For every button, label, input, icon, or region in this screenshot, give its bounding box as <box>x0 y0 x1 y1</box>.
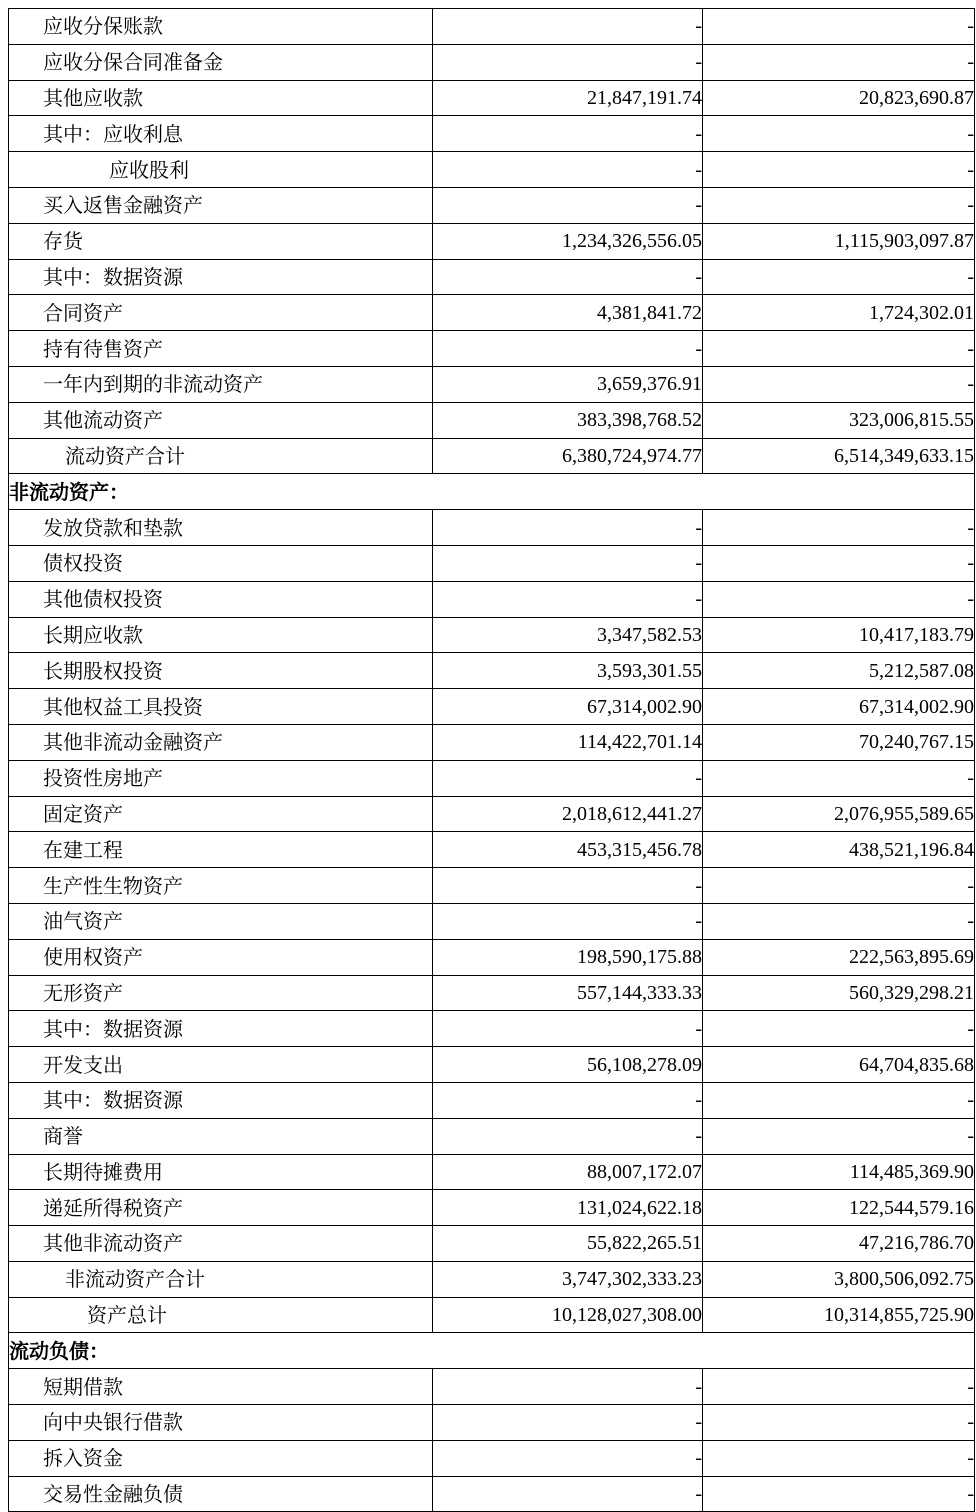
table-row <box>9 1011 975 1047</box>
row-label: 存货 <box>9 223 433 259</box>
current-period-value: 1,234,326,556.05 <box>433 223 703 259</box>
previous-period-value: - <box>703 1476 975 1512</box>
current-period-value: - <box>433 187 703 223</box>
row-label: 无形资产 <box>9 975 433 1011</box>
row-label: 其他非流动资产 <box>9 1226 433 1262</box>
previous-period-value: - <box>703 44 975 80</box>
previous-period-value: - <box>703 868 975 904</box>
current-period-value: 114,422,701.14 <box>433 724 703 760</box>
balance-sheet-table <box>8 8 975 1512</box>
previous-period-value: 122,544,579.16 <box>703 1190 975 1226</box>
current-period-value: 3,747,302,333.23 <box>433 1261 703 1297</box>
table-row <box>9 617 975 653</box>
previous-period-value: - <box>703 1118 975 1154</box>
table-row <box>9 1405 975 1441</box>
current-period-value: - <box>433 331 703 367</box>
table-row <box>9 510 975 546</box>
previous-period-value: - <box>703 903 975 939</box>
table-row <box>9 187 975 223</box>
table-row <box>9 223 975 259</box>
row-label: 长期待摊费用 <box>9 1154 433 1190</box>
current-period-value: - <box>433 1476 703 1512</box>
row-label: 生产性生物资产 <box>9 868 433 904</box>
table-row <box>9 259 975 295</box>
previous-period-value: - <box>703 1369 975 1405</box>
table-row <box>9 975 975 1011</box>
previous-period-value: - <box>703 331 975 367</box>
row-label: 合同资产 <box>9 295 433 331</box>
row-label: 其他应收款 <box>9 80 433 116</box>
row-label: 交易性金融负债 <box>9 1476 433 1512</box>
table-row <box>9 689 975 725</box>
current-period-value: - <box>433 9 703 45</box>
table-row <box>9 366 975 402</box>
row-label: 买入返售金融资产 <box>9 187 433 223</box>
table-row <box>9 832 975 868</box>
previous-period-value: - <box>703 152 975 188</box>
row-label: 递延所得税资产 <box>9 1190 433 1226</box>
table-row <box>9 581 975 617</box>
table-row <box>9 724 975 760</box>
current-period-value: - <box>433 1011 703 1047</box>
table-row <box>9 868 975 904</box>
current-period-value: - <box>433 152 703 188</box>
previous-period-value: 6,514,349,633.15 <box>703 438 975 474</box>
current-period-value: - <box>433 1369 703 1405</box>
row-label: 开发支出 <box>9 1047 433 1083</box>
previous-period-value: - <box>703 187 975 223</box>
current-period-value: - <box>433 545 703 581</box>
row-label: 债权投资 <box>9 545 433 581</box>
table-row <box>9 1226 975 1262</box>
row-label: 使用权资产 <box>9 939 433 975</box>
current-period-value: - <box>433 259 703 295</box>
row-label: 其中：数据资源 <box>9 259 433 295</box>
previous-period-value: - <box>703 545 975 581</box>
current-period-value: 4,381,841.72 <box>433 295 703 331</box>
previous-period-value: - <box>703 1082 975 1118</box>
current-period-value: 3,593,301.55 <box>433 653 703 689</box>
previous-period-value: - <box>703 760 975 796</box>
row-label: 其他流动资产 <box>9 402 433 438</box>
previous-period-value: - <box>703 581 975 617</box>
current-period-value: - <box>433 44 703 80</box>
current-period-value: - <box>433 1440 703 1476</box>
current-period-value: 6,380,724,974.77 <box>433 438 703 474</box>
previous-period-value: - <box>703 366 975 402</box>
previous-period-value: 438,521,196.84 <box>703 832 975 868</box>
current-period-value: - <box>433 581 703 617</box>
row-label: 其中：数据资源 <box>9 1082 433 1118</box>
previous-period-value: 1,115,903,097.87 <box>703 223 975 259</box>
row-label: 持有待售资产 <box>9 331 433 367</box>
previous-period-value: 222,563,895.69 <box>703 939 975 975</box>
previous-period-value: 10,417,183.79 <box>703 617 975 653</box>
current-period-value: 3,659,376.91 <box>433 366 703 402</box>
previous-period-value: 47,216,786.70 <box>703 1226 975 1262</box>
row-label: 油气资产 <box>9 903 433 939</box>
current-period-value: 383,398,768.52 <box>433 402 703 438</box>
previous-period-value: - <box>703 1405 975 1441</box>
table-row <box>9 1297 975 1333</box>
table-row <box>9 44 975 80</box>
row-label: 应收分保账款 <box>9 9 433 45</box>
row-label: 资产总计 <box>9 1297 433 1333</box>
current-period-value: - <box>433 1118 703 1154</box>
previous-period-value: - <box>703 259 975 295</box>
table-row <box>9 295 975 331</box>
table-row <box>9 80 975 116</box>
row-label: 长期股权投资 <box>9 653 433 689</box>
current-period-value: - <box>433 903 703 939</box>
previous-period-value: 2,076,955,589.65 <box>703 796 975 832</box>
previous-period-value: 10,314,855,725.90 <box>703 1297 975 1333</box>
table-row <box>9 438 975 474</box>
table-row <box>9 796 975 832</box>
current-period-value: 198,590,175.88 <box>433 939 703 975</box>
table-row <box>9 1190 975 1226</box>
section-header: 非流动资产： <box>9 474 975 510</box>
previous-period-value: 67,314,002.90 <box>703 689 975 725</box>
previous-period-value: 64,704,835.68 <box>703 1047 975 1083</box>
table-row <box>9 903 975 939</box>
row-label: 其他非流动金融资产 <box>9 724 433 760</box>
current-period-value: - <box>433 510 703 546</box>
row-label: 固定资产 <box>9 796 433 832</box>
current-period-value: 10,128,027,308.00 <box>433 1297 703 1333</box>
table-row <box>9 939 975 975</box>
row-label: 在建工程 <box>9 832 433 868</box>
table-row <box>9 653 975 689</box>
current-period-value: 56,108,278.09 <box>433 1047 703 1083</box>
row-label: 发放贷款和垫款 <box>9 510 433 546</box>
row-label: 其他债权投资 <box>9 581 433 617</box>
row-label: 应收股利 <box>9 152 433 188</box>
current-period-value: - <box>433 116 703 152</box>
previous-period-value: 114,485,369.90 <box>703 1154 975 1190</box>
previous-period-value: 20,823,690.87 <box>703 80 975 116</box>
current-period-value: - <box>433 868 703 904</box>
row-label: 其中：应收利息 <box>9 116 433 152</box>
table-row <box>9 1047 975 1083</box>
section-header-row <box>9 1333 975 1369</box>
table-row <box>9 1154 975 1190</box>
current-period-value: 3,347,582.53 <box>433 617 703 653</box>
table-row <box>9 331 975 367</box>
row-label: 应收分保合同准备金 <box>9 44 433 80</box>
table-row <box>9 1440 975 1476</box>
table-row <box>9 1476 975 1512</box>
current-period-value: 557,144,333.33 <box>433 975 703 1011</box>
row-label: 非流动资产合计 <box>9 1261 433 1297</box>
table-row <box>9 1082 975 1118</box>
row-label: 短期借款 <box>9 1369 433 1405</box>
current-period-value: 88,007,172.07 <box>433 1154 703 1190</box>
section-header: 流动负债： <box>9 1333 975 1369</box>
row-label: 其中：数据资源 <box>9 1011 433 1047</box>
previous-period-value: - <box>703 116 975 152</box>
current-period-value: 21,847,191.74 <box>433 80 703 116</box>
table-row <box>9 760 975 796</box>
row-label: 拆入资金 <box>9 1440 433 1476</box>
previous-period-value: - <box>703 510 975 546</box>
current-period-value: 131,024,622.18 <box>433 1190 703 1226</box>
table-row <box>9 116 975 152</box>
current-period-value: - <box>433 1405 703 1441</box>
current-period-value: 2,018,612,441.27 <box>433 796 703 832</box>
row-label: 一年内到期的非流动资产 <box>9 366 433 402</box>
previous-period-value: 560,329,298.21 <box>703 975 975 1011</box>
row-label: 投资性房地产 <box>9 760 433 796</box>
current-period-value: - <box>433 1082 703 1118</box>
current-period-value: - <box>433 760 703 796</box>
previous-period-value: 3,800,506,092.75 <box>703 1261 975 1297</box>
previous-period-value: 70,240,767.15 <box>703 724 975 760</box>
previous-period-value: 323,006,815.55 <box>703 402 975 438</box>
table-row <box>9 9 975 45</box>
table-row <box>9 402 975 438</box>
row-label: 长期应收款 <box>9 617 433 653</box>
balance-sheet-body <box>9 9 975 1512</box>
previous-period-value: 5,212,587.08 <box>703 653 975 689</box>
row-label: 其他权益工具投资 <box>9 689 433 725</box>
row-label: 向中央银行借款 <box>9 1405 433 1441</box>
previous-period-value: - <box>703 1440 975 1476</box>
row-label: 流动资产合计 <box>9 438 433 474</box>
table-row <box>9 1261 975 1297</box>
table-row <box>9 545 975 581</box>
current-period-value: 453,315,456.78 <box>433 832 703 868</box>
section-header-row <box>9 474 975 510</box>
previous-period-value: - <box>703 1011 975 1047</box>
current-period-value: 55,822,265.51 <box>433 1226 703 1262</box>
table-row <box>9 1369 975 1405</box>
current-period-value: 67,314,002.90 <box>433 689 703 725</box>
table-row <box>9 1118 975 1154</box>
row-label: 商誉 <box>9 1118 433 1154</box>
table-row <box>9 152 975 188</box>
previous-period-value: - <box>703 9 975 45</box>
previous-period-value: 1,724,302.01 <box>703 295 975 331</box>
